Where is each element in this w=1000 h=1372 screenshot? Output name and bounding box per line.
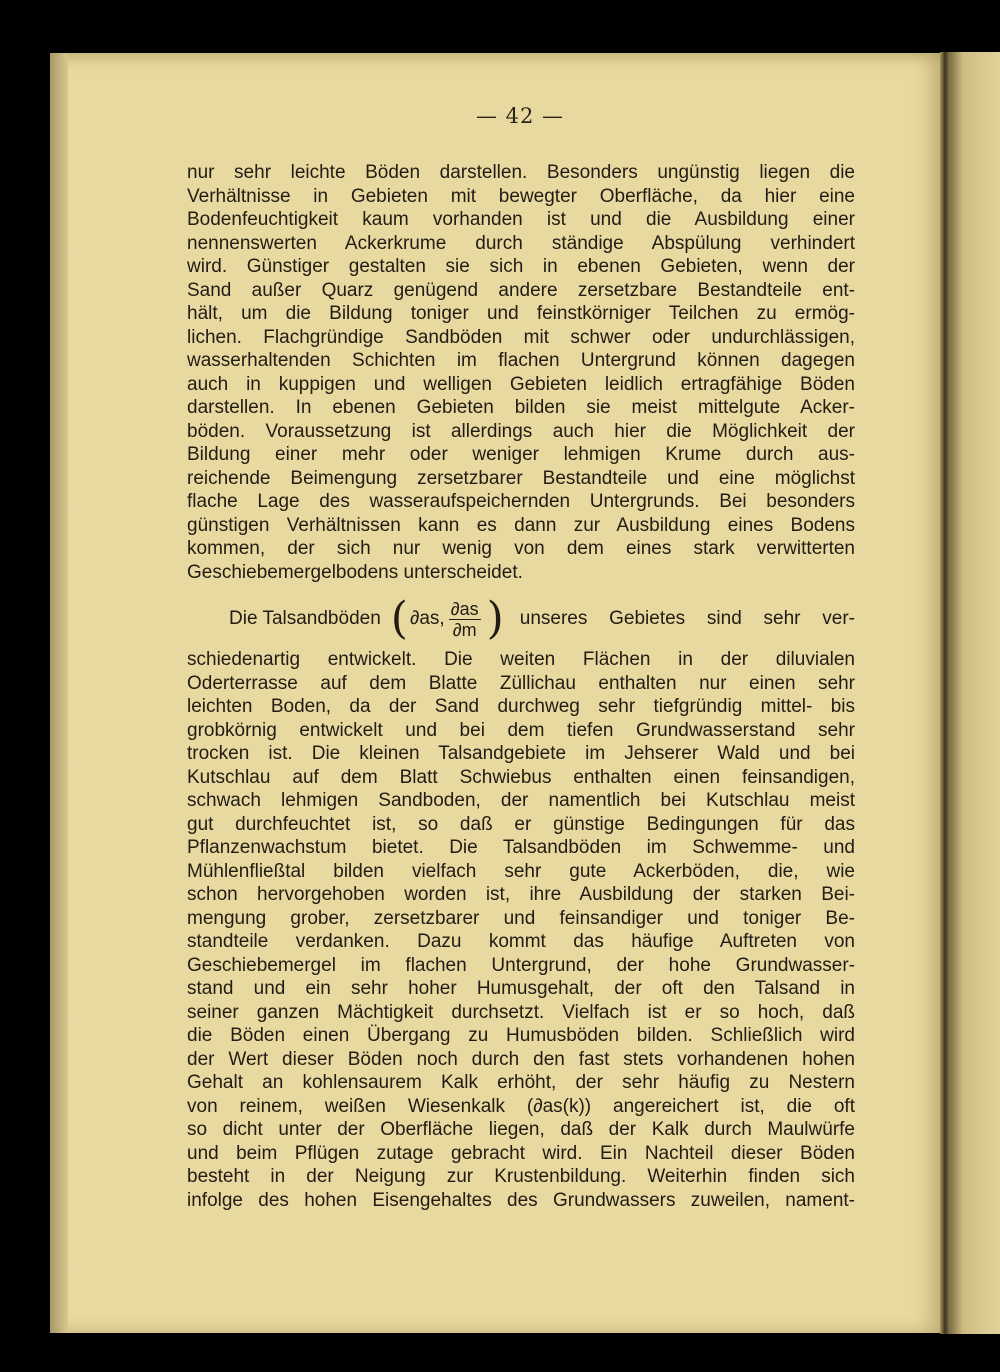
trail-word: ver- — [822, 608, 855, 629]
formula-open-paren: ( — [390, 593, 408, 644]
formula-line — [187, 590, 855, 648]
text-line: gut durchfeuchtet ist, so daß er günstige Bedingungen für das — [187, 813, 855, 835]
formula-term: ∂as, — [409, 608, 445, 629]
text-line: und beim Pflügen zutage gebracht wird. Ein Nachteil dieser Böden — [187, 1142, 855, 1164]
text-line: böden. Voraussetzung ist allerdings auch hier die Möglichkeit der — [187, 420, 855, 442]
text-line: von reinem, weißen Wiesenkalk (∂as(k)) angereichert ist, die oft — [187, 1095, 855, 1117]
trail-word: sind — [706, 608, 742, 629]
text-line: Geschiebemergelbodens unterscheidet. — [187, 561, 523, 583]
text-line: schon hervorgehoben worden ist, ihre Ausbildung der starken Bei- — [187, 884, 855, 905]
text-line: wasserhaltenden Schichten im flachen Untergrund können dagegen — [187, 350, 855, 371]
text-line: kommen, der sich nur wenig von dem eines stark verwitterten — [187, 538, 855, 559]
text-line: Bildung einer mehr oder weniger lehmigen Krume durch aus- — [187, 444, 855, 465]
text-line: so dicht unter der Oberfläche liegen, daß der Kalk durch Maulwürfe — [187, 1119, 855, 1140]
text-line: schiedenartig entwickelt. Die weiten Flächen in der diluvialen — [187, 649, 855, 670]
body-text — [187, 161, 855, 1212]
text-line: standteile verdanken. Dazu kommt das häufige Auftreten von — [187, 931, 855, 952]
text-line: lichen. Flachgründige Sandböden mit schwer oder undurchlässigen, — [187, 326, 855, 348]
text-line: Geschiebemergel im flachen Untergrund, der hohe Grundwasser- — [187, 954, 855, 976]
text-line: nur sehr leichte Böden darstellen. Besonders ungünstig liegen die — [187, 162, 855, 183]
fraction-denominator: ∂m — [452, 619, 477, 640]
book-spine — [940, 52, 950, 1334]
text-line: Sand außer Quarz genügend andere zersetzbare Bestandteile ent- — [187, 279, 855, 301]
trail-word: unseres — [519, 608, 588, 629]
text-line: grobkörnig entwickelt und bei dem tiefen Grundwasserstand sehr — [187, 719, 855, 741]
page-number: — 42 — — [475, 104, 565, 128]
text-line: flache Lage des wasseraufspeichernden Untergrunds. Bei besonders — [187, 491, 855, 512]
text-line: leichten Boden, da der Sand durchweg sehr tiefgründig mittel- bis — [187, 696, 855, 717]
text-line: Kutschlau auf dem Blatt Schwiebus enthalten einen feinsandigen, — [187, 766, 855, 788]
text-line: schwach lehmigen Sandboden, der namentlich bei Kutschlau meist — [187, 790, 855, 811]
text-line: wird. Günstiger gestalten sie sich in ebenen Gebieten, wenn der — [187, 256, 855, 277]
text-line: seiner ganzen Mächtigkeit durchsetzt. Vielfach ist er so hoch, daß — [187, 1001, 855, 1023]
text-line: Pflanzenwachstum bietet. Die Talsandböden im Schwemme- und — [187, 837, 855, 858]
trail-word: Gebietes — [609, 608, 686, 629]
formula-close-paren: ) — [486, 593, 504, 644]
text-line: nennenswerten Ackerkrume durch ständige Abspülung verhindert — [187, 232, 855, 254]
text-line: Verhältnisse in Gebieten mit bewegter Oberfläche, da hier eine — [187, 185, 855, 207]
text-line: der Wert dieser Böden noch durch den fast stets vorhandenen hohen — [187, 1048, 855, 1070]
paragraph-1 — [187, 161, 855, 584]
formula-lead-text: Die Talsandböden — [229, 608, 381, 629]
paragraph-2 — [187, 648, 855, 1212]
text-line: günstigen Verhältnissen kann es dann zur Ausbildung eines Bodens — [187, 514, 855, 536]
text-line: Bodenfeuchtigkeit kaum vorhanden ist und die Ausbildung einer — [187, 209, 855, 230]
text-line: trocken ist. Die kleinen Talsandgebiete im Jehserer Wald und bei — [187, 743, 855, 764]
formula-fraction — [449, 599, 481, 640]
text-line: die Böden einen Übergang zu Humusböden bilden. Schließlich wird — [187, 1025, 855, 1046]
text-line: darstellen. In ebenen Gebieten bilden sie meist mittelgute Acker- — [187, 397, 855, 418]
text-line: auch in kuppigen und welligen Gebieten leidlich ertragfähige Böden — [187, 373, 855, 395]
formula-trailing-words — [506, 608, 855, 630]
text-line: besteht in der Neigung zur Krustenbildung. Weiterhin finden sich — [187, 1166, 855, 1187]
adjacent-page-edge — [947, 52, 1000, 1334]
text-line: infolge des hohen Eisengehaltes des Grundwassers zuweilen, nament- — [187, 1189, 855, 1211]
page-left-edge — [50, 53, 68, 1333]
trail-word: sehr — [763, 608, 801, 629]
text-line: hält, um die Bildung toniger und feinstkörniger Teilchen zu ermög- — [187, 303, 855, 324]
text-line: stand und ein sehr hoher Humusgehalt, der oft den Talsand in — [187, 978, 855, 999]
text-line: Gehalt an kohlensaurem Kalk erhöht, der sehr häufig zu Nestern — [187, 1072, 855, 1093]
fraction-numerator: ∂as — [450, 598, 479, 619]
text-line: mengung grober, zersetzbarer und feinsandiger und toniger Be- — [187, 907, 855, 929]
text-line: Oderterrasse auf dem Blatte Züllichau enthalten nur einen sehr — [187, 672, 855, 694]
text-line: reichende Beimengung zersetzbarer Bestandteile und eine möglichst — [187, 467, 855, 489]
text-line: Mühlenfließtal bilden vielfach sehr gute Ackerböden, die, wie — [187, 860, 855, 882]
